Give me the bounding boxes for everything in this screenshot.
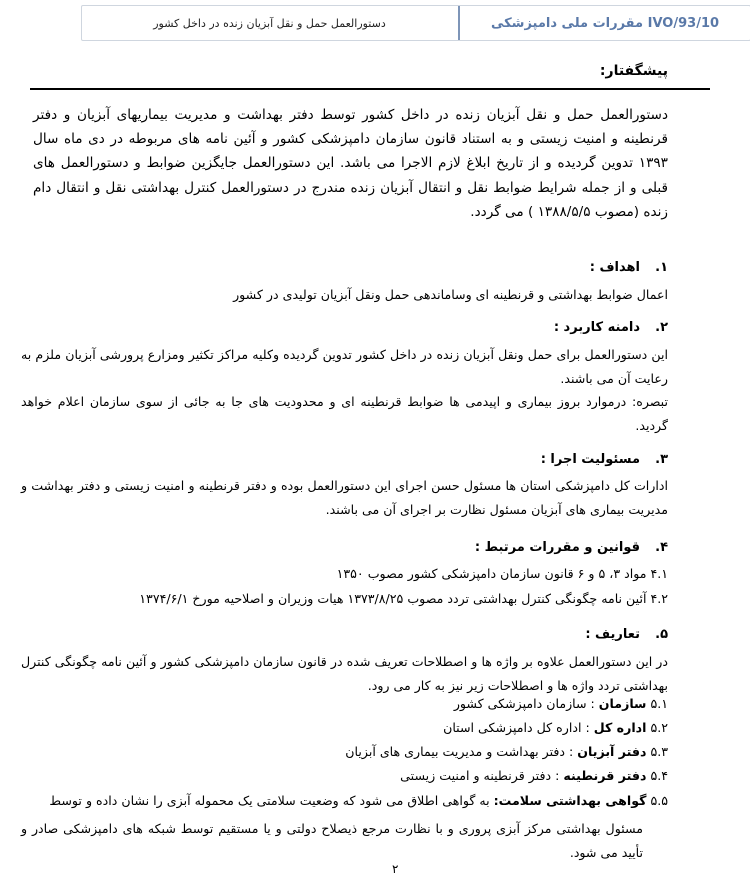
definition-text: دفتر قرنطینه و امنیت زیستی: [400, 768, 552, 783]
definition-item: [49, 793, 668, 808]
section-title: مسئولیت اجرا :: [540, 452, 640, 467]
section-number: ۱.: [655, 260, 668, 275]
definition-number: ۵.۳: [650, 744, 668, 759]
definition-term: اداره کل: [593, 720, 647, 735]
preface-title: پیشگفتار:: [599, 63, 668, 79]
definition-text: سازمان دامپزشکی کشور: [453, 696, 587, 711]
header-document-title: دستورالعمل حمل و نقل آبزیان زنده در داخل کشور: [153, 16, 386, 30]
section-title: دامنه کاربرد :: [553, 320, 640, 335]
section-5-text: در این دستورالعمل علاوه بر واژه ها و اصطلاحات تعریف شده در قانون سازمان دامپزشکی کشور و آئین نامه چگونگی کنترل بهداشتی تردد واژه ها و اصطلاحات زیر نیز به کار می رود.: [21, 654, 668, 693]
header-regulation-code: 93/10/IVO مقررات ملی دامپزشکی: [458, 6, 750, 40]
section-number: ۲.: [655, 320, 668, 335]
section-2-note: تبصره: درموارد بروز بیماری و اپیدمی ها ضوابط قرنطینه ای و محدودیت های جا به جائی از سوی سازمان اعلام خواهد گردید.: [21, 394, 668, 433]
section-3-text: ادارات کل دامپزشکی استان ها مسئول حسن اجرای این دستورالعمل بوده و دفتر قرنطینه و امنیت زیستی و دفتر بهداشت و مدیریت بیماری های آبزیان مسئول نظارت بر اجرای آن می باشند.: [21, 478, 668, 517]
section-title: قوانین و مقررات مرتبط :: [474, 540, 640, 555]
definition-text: اداره کل دامپزشکی استان: [443, 720, 582, 735]
section-4-heading: [475, 540, 668, 555]
section-1-heading: [590, 260, 668, 275]
definition-number: ۵.۴: [650, 768, 668, 783]
definition-separator: :: [586, 696, 599, 711]
regulation-item-4-2: ۴.۲ آئین نامه چگونگی کنترل بهداشتی تردد مصوب ۱۳۷۳/۸/۲۵ هیات وزیران و اصلاحیه مورخ ۱۳۷۴/۶/۱: [139, 591, 668, 606]
definition-text: دفتر بهداشت و مدیریت بیماری های آبزیان: [345, 744, 566, 759]
section-title: اهداف :: [589, 260, 640, 275]
page-header: [81, 5, 750, 41]
definition-number: ۵.۵: [650, 793, 668, 808]
definition-separator: :: [581, 720, 594, 735]
page-number: ۲: [392, 862, 399, 876]
section-2-text: این دستورالعمل برای حمل ونقل آبزیان زنده در داخل کشور تدوین گردیده وکلیه مراکز تکثیر ومزارع پرورشی آبزیان ملزم به رعایت آن می باشند.: [21, 347, 668, 386]
section-title: تعاریف :: [585, 627, 640, 642]
definition-term: سازمان: [598, 696, 647, 711]
definition-item: [443, 720, 668, 735]
definition-separator: :: [551, 768, 564, 783]
section-5-heading: [585, 627, 668, 642]
preface-text: دستورالعمل حمل و نقل آبزیان زنده در داخل کشور توسط دفتر بهداشت و مدیریت بیماریهای آبزیان و دفتر قرنطینه و امنیت زیستی و به استناد قانون سازمان دامپزشکی کشور و آئین نامه های مربوطه در دی ماه سال ۱۳۹۳ تدوین گردیده و از تاریخ ابلاغ لازم الاجرا می باشد. این دستورالعمل جایگزین ضوابط و دستورالعمل های قبلی و از جمله شرایط ضوابط نقل و انتقال آبزیان زنده مندرج در دستورالعمل کنترل بهداشتی نقل و انتقال دام زنده (مصوب ۱۳۸۸/۵/۵ ) می گردد.: [33, 107, 668, 220]
section-number: ۴.: [655, 540, 668, 555]
preface-rule: [30, 88, 710, 90]
regulation-item-4-1: ۴.۱ مواد ۳، ۵ و ۶ قانون سازمان دامپزشکی کشور مصوب ۱۳۵۰: [336, 566, 668, 581]
definition-item: [454, 696, 668, 711]
definition-separator: :: [565, 744, 578, 759]
section-number: ۳.: [655, 452, 668, 467]
section-number: ۵.: [655, 627, 668, 642]
definition-number: ۵.۱: [650, 696, 668, 711]
definition-number: ۵.۲: [650, 720, 668, 735]
definition-item: [400, 768, 668, 783]
definition-item: [345, 744, 668, 759]
definition-5-5-continuation: مسئول بهداشتی مرکز آبزی پروری و با نظارت مرجع ذیصلاح دولتی و یا مستقیم توسط شبکه های دامپزشکی صادر و تأیید می شود.: [21, 821, 643, 860]
section-2-heading: [554, 320, 668, 335]
definition-term: دفتر آبزیان: [577, 744, 647, 759]
definition-term: دفتر قرنطینه: [563, 768, 647, 783]
definition-term: گواهی بهداشتی سلامت:: [493, 793, 647, 808]
section-1-text: اعمال ضوابط بهداشتی و قرنطینه ای وساماندهی حمل ونقل آبزیان تولیدی در کشور: [233, 287, 668, 302]
definition-text: به گواهی اطلاق می شود که وضعیت سلامتی یک محموله آبزی را نشان داده و توسط: [49, 793, 490, 808]
section-3-heading: [541, 452, 668, 467]
